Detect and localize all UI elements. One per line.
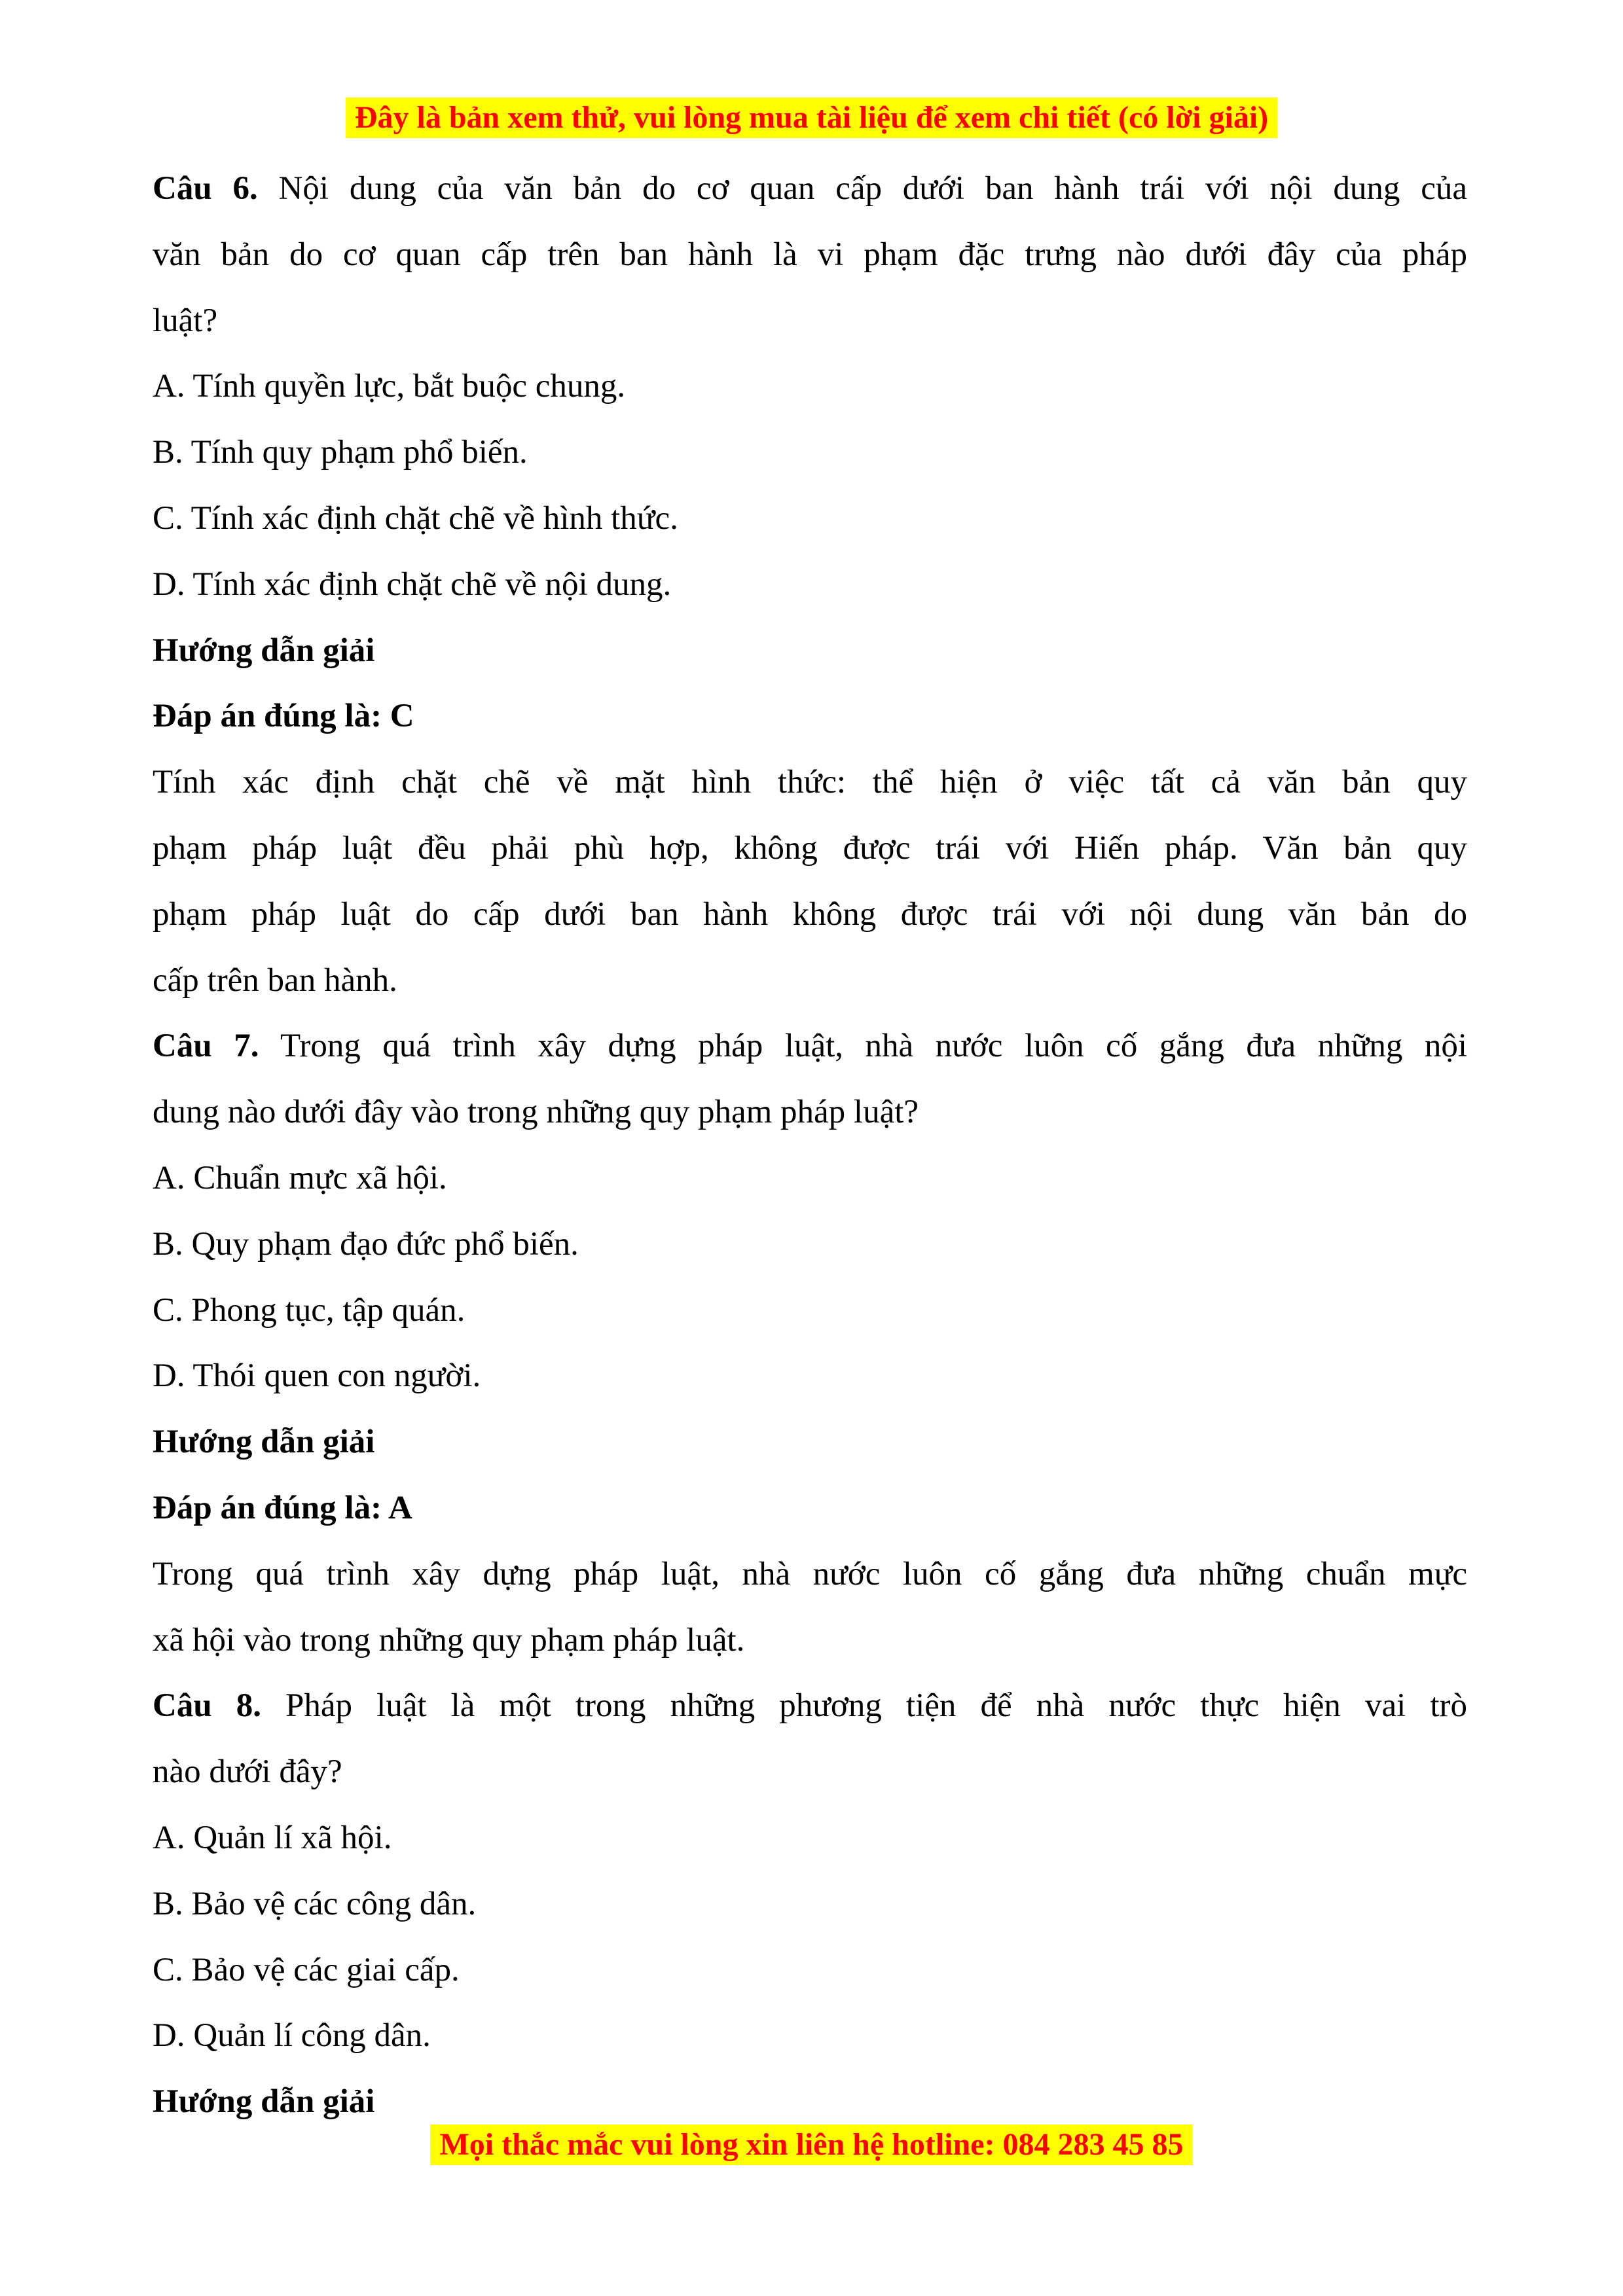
header-banner	[0, 98, 1623, 138]
text-run: B. Quy phạm đạo đức phổ biến.	[153, 1225, 579, 1263]
text-line	[153, 749, 1467, 816]
text-line	[153, 683, 1467, 749]
text-run: phạm pháp luật đều phải phù hợp, không được trái với Hiến pháp. Văn bản quy	[153, 829, 1467, 867]
text-run: Trong quá trình xây dựng pháp luật, nhà nước luôn cố gắng đưa những nội	[259, 1028, 1467, 1065]
text-run: Câu 7.	[153, 1028, 259, 1065]
text-run: A. Tính quyền lực, bắt buộc chung.	[153, 368, 626, 405]
text-run: Hướng dẫn giải	[153, 1424, 375, 1461]
text-line	[153, 882, 1467, 948]
text-line	[153, 288, 1467, 354]
text-run: A. Quản lí xã hội.	[153, 1819, 392, 1856]
text-line	[153, 420, 1467, 486]
text-line	[153, 1541, 1467, 1607]
text-line	[153, 1145, 1467, 1211]
document-body	[153, 156, 1467, 2135]
text-line	[153, 1343, 1467, 1409]
text-line	[153, 1079, 1467, 1145]
text-run: cấp trên ban hành.	[153, 961, 397, 999]
text-line	[153, 948, 1467, 1014]
text-line	[153, 618, 1467, 684]
text-run: B. Tính quy phạm phổ biến.	[153, 434, 528, 471]
text-run: dung nào dưới đây vào trong những quy phạm pháp luật?	[153, 1094, 919, 1131]
text-line	[153, 222, 1467, 288]
text-run: xã hội vào trong những quy phạm pháp luật.	[153, 1621, 745, 1659]
text-line	[153, 1475, 1467, 1541]
footer-banner-text: Mọi thắc mắc vui lòng xin liên hệ hotline: 084 283 45 85	[430, 2125, 1192, 2165]
text-line	[153, 1013, 1467, 1079]
text-line	[153, 1673, 1467, 1739]
text-run: phạm pháp luật do cấp dưới ban hành không được trái với nội dung văn bản do	[153, 895, 1467, 933]
text-run: A. Chuẩn mực xã hội.	[153, 1159, 447, 1196]
text-line	[153, 1211, 1467, 1278]
text-run: luật?	[153, 302, 218, 339]
text-line	[153, 1409, 1467, 1475]
text-line	[153, 816, 1467, 882]
text-run: nào dưới đây?	[153, 1753, 342, 1791]
text-run: C. Tính xác định chặt chẽ về hình thức.	[153, 499, 678, 537]
text-line	[153, 1739, 1467, 1805]
text-line	[153, 552, 1467, 618]
text-run: Trong quá trình xây dựng pháp luật, nhà nước luôn cố gắng đưa những chuẩn mực	[153, 1555, 1467, 1592]
text-run: C. Bảo vệ các giai cấp.	[153, 1951, 460, 1988]
text-line	[153, 1937, 1467, 2003]
header-banner-text: Đây là bản xem thử, vui lòng mua tài liệu để xem chi tiết (có lời giải)	[346, 98, 1277, 138]
text-run: Đáp án đúng là: A	[153, 1489, 412, 1526]
text-run: Pháp luật là một trong những phương tiện để nhà nước thực hiện vai trò	[261, 1687, 1467, 1725]
text-run: D. Tính xác định chặt chẽ về nội dung.	[153, 565, 672, 603]
text-run: Đáp án đúng là: C	[153, 698, 414, 735]
text-run: Nội dung của văn bản do cơ quan cấp dưới ban hành trái với nội dung của	[257, 170, 1467, 207]
text-run: Hướng dẫn giải	[153, 2083, 375, 2121]
text-line	[153, 2003, 1467, 2069]
text-run: Tính xác định chặt chẽ về mặt hình thức: thể hiện ở việc tất cả văn bản quy	[153, 764, 1467, 801]
text-run: D. Quản lí công dân.	[153, 2017, 431, 2054]
footer-banner	[0, 2125, 1623, 2165]
text-run: B. Bảo vệ các công dân.	[153, 1885, 477, 1922]
text-run: Câu 6.	[153, 170, 258, 207]
text-line	[153, 353, 1467, 420]
text-run: văn bản do cơ quan cấp trên ban hành là vi phạm đặc trưng nào dưới đây của pháp	[153, 236, 1467, 273]
text-run: Câu 8.	[153, 1687, 261, 1725]
text-line	[153, 486, 1467, 552]
text-line	[153, 1871, 1467, 1937]
text-run: D. Thói quen con người.	[153, 1357, 481, 1395]
text-line	[153, 1278, 1467, 1344]
text-line	[153, 156, 1467, 222]
text-run: Hướng dẫn giải	[153, 632, 375, 669]
text-line	[153, 1607, 1467, 1674]
text-line	[153, 1805, 1467, 1871]
text-run: C. Phong tục, tập quán.	[153, 1291, 465, 1329]
